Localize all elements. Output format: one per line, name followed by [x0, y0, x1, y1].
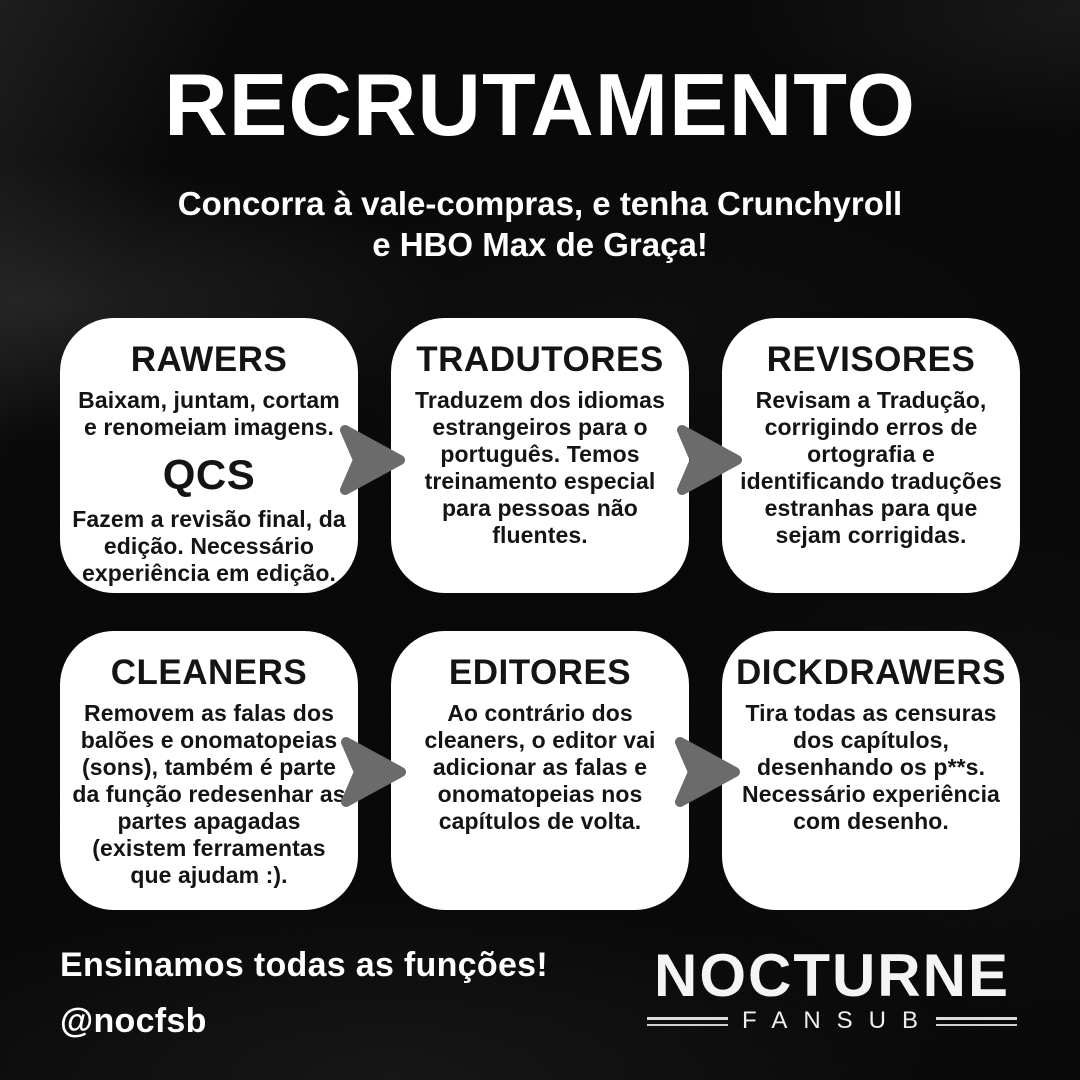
card-body-qcs: Fazem a revisão final, da edição. Necessário experiência em edição.	[72, 506, 346, 586]
card-title-qcs: QCS	[162, 451, 256, 498]
social-handle: @nocfsb	[60, 1002, 207, 1040]
arrow-right-icon	[674, 735, 742, 809]
logo-name: NOCTURNE	[654, 942, 1010, 1009]
logo-sub-label: FANSUB	[741, 1007, 935, 1034]
card-title-rawers: RAWERS	[130, 340, 288, 379]
page-title: RECRUTAMENTO	[164, 55, 916, 154]
card-title-dickdrawers: DICKDRAWERS	[736, 653, 1006, 692]
teach-line: Ensinamos todas as funções!	[60, 946, 549, 984]
role-card-cleaners	[60, 631, 358, 910]
role-card-revisores	[722, 318, 1020, 593]
arrow-right-icon	[340, 735, 408, 809]
card-title-revisores: REVISORES	[766, 340, 976, 379]
card-body-dickdrawers: Tira todas as censuras dos capítulos, desenhando os p**s. Necessário experiência com desenho.	[742, 700, 1000, 834]
card-title-tradutores: TRADUTORES	[416, 340, 664, 379]
card-body-cleaners: Removem as falas dos balões e onomatopeias (sons), também é parte da função redesenhar as partes apagadas (existem ferramentas que ajudam :).	[72, 700, 346, 888]
card-title-editores: EDITORES	[448, 653, 632, 692]
card-body-tradutores: Traduzem dos idiomas estrangeiros para o português. Temos treinamento especial para pessoas não fluentes.	[415, 387, 665, 548]
role-card-tradutores	[391, 318, 689, 593]
role-card-rawers	[60, 318, 358, 593]
card-title-cleaners: CLEANERS	[110, 653, 308, 692]
card-body-rawers: Baixam, juntam, cortam e renomeiam imagens.	[78, 387, 340, 441]
subtitle	[0, 183, 1080, 266]
subtitle-line-1: Concorra à vale-compras, e tenha Crunchyroll	[177, 184, 903, 222]
card-body-revisores: Revisam a Tradução, corrigindo erros de ortografia e identificando traduções estranhas para que sejam corrigidas.	[740, 387, 1002, 548]
double-rule-right	[936, 1017, 1017, 1026]
role-card-dickdrawers	[722, 631, 1020, 910]
arrow-right-icon	[339, 423, 407, 497]
role-card-editores	[391, 631, 689, 910]
nocturne-fansub-logo	[647, 944, 1017, 1033]
arrow-right-icon	[676, 423, 744, 497]
role-cards-grid	[60, 318, 1020, 910]
subtitle-line-2: e HBO Max de Graça!	[372, 226, 708, 264]
double-rule-left	[647, 1017, 728, 1026]
card-body-editores: Ao contrário dos cleaners, o editor vai adicionar as falas e onomatopeias nos capítulos de volta.	[424, 700, 656, 834]
logo-sub-row	[647, 1009, 1017, 1033]
